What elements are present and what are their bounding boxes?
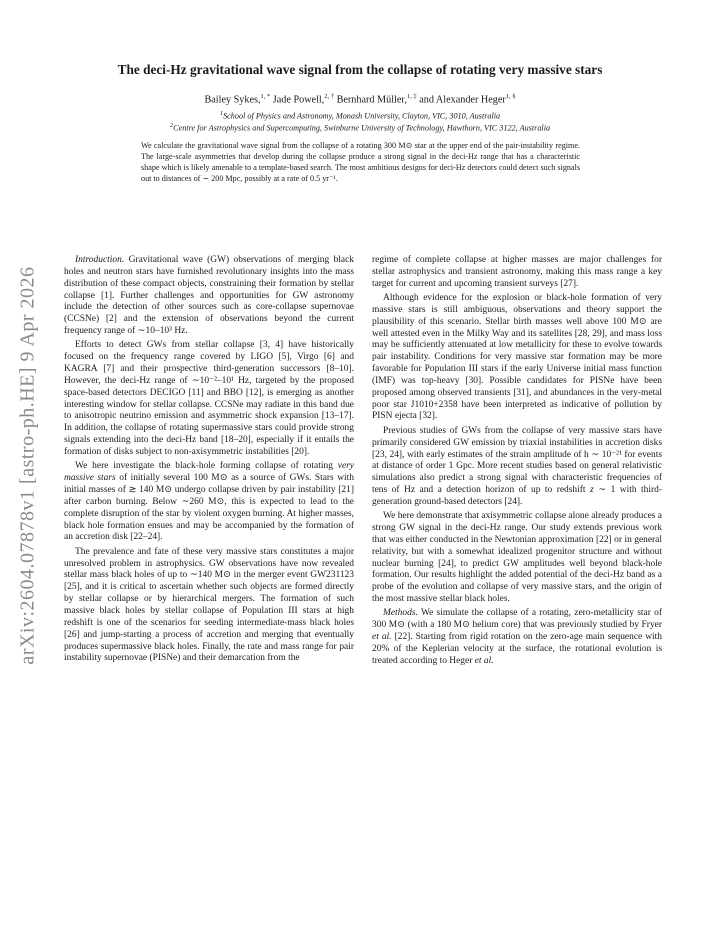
affiliation-2	[60, 122, 660, 133]
paragraph	[372, 608, 662, 667]
arxiv-identifier: arXiv:2604.07878v1 [astro-ph.HE] 9 Apr 2026	[16, 265, 39, 665]
paragraph-text: Gravitational wave (GW) observations of merging black holes and neutron stars have furnished revolutionary insights into the mass distribution of these compact objects, constraining their formation by stellar collapse [1]. Further challenges and opportunities for GW astronomy include the detection of other sources such as core-collapse supernovae (CCSNe) [2] and the extension of observations beyond the current frequency range of ∼10–10³ Hz.	[64, 255, 355, 337]
author-affiliation-mark: 1, §	[505, 93, 516, 100]
abstract: We calculate the gravitational wave signal from the collapse of a rotating 300 M⊙ star at the upper end of the pair-instability regime. The large-scale asymmetries that develop during the collapse produce a strong signal in the deci-Hz range that has a characteristic shape which is likely amenable to a template-based search. The most ambitious designs for deci-Hz detectors could detect such signals out to distances of ∼ 200 Mpc, possibly at a rate of 0.5 yr⁻¹.	[141, 141, 580, 183]
paragraph: Efforts to detect GWs from stellar collapse [3, 4] have historically focused on the frequency range covered by LIGO [5], Virgo [6] and KAGRA [7] and their prospective third-generation successors [8–10]. However, the deci-Hz range of ∼10⁻²–10¹ Hz, targeted by the proposed space-based detectors DECIGO [11] and BBO [12], is emerging as another interesting window for stellar collapse. CCSNe may radiate in this band due to anisotropic neutrino emission and asymmetric shock expansion [13–17]. In addition, the collapse of rotating supermassive stars could provide strong signals extending into the deci-Hz band [18–20], especially if it entails the formation of disks subject to non-axisymmetric instabilities [20].	[64, 340, 354, 457]
author-affiliation-mark: 1, ‡	[406, 93, 417, 100]
author-affiliation-mark: 2, †	[324, 93, 335, 100]
paragraph: Although evidence for the explosion or black-hole formation of very massive stars is still ambiguous, observations and theory support the plausibility of this scenario. Stellar birth masses well above 100 M⊙ are well attested even in the Milky Way and its satellites [28, 29], and mass loss may be sufficiently attenuated at low metallicity for these to evolve towards pair instability. Conditions for very massive star formation may be more favorable for Population III stars if the early Universe initial mass function (IMF) was top-heavy [30]. Possible candidates for PISNe have been proposed among observed transients [31], and abundances in the very-metal poor star J1010+2358 have been interpreted as indicative of pollution by PISN ejecta [32].	[372, 293, 662, 422]
emphasis: et al.	[474, 655, 494, 666]
paragraph	[372, 426, 662, 509]
paper-title: The deci-Hz gravitational wave signal from the collapse of rotating very massive stars	[117, 62, 603, 77]
arxiv-identifier-strip	[8, 230, 48, 700]
paragraph-text: We simulate the collapse of a rotating, zero-metallicity star of 300 M⊙ (with a 180 M⊙ helium core) that was previously studied by Fryer	[372, 608, 662, 631]
left-column	[64, 255, 354, 668]
affiliation-mark: 2	[169, 122, 174, 129]
author-name: Bernhard Müller,	[336, 94, 407, 106]
section-lead: Introduction.	[75, 255, 125, 265]
section-lead: Methods.	[383, 608, 418, 619]
paragraph-text: of initially several 100 M⊙ as a source of GWs. Stars with initial masses of ≳ 140 M⊙ undergo collapse driven by pair instability [21] after carbon burning. Below ∼260 M⊙, this is expected to lead to the complete disruption of the star by violent oxygen burning. At higher masses, black hole formation ensues and may be accompanied by the formation of an accretion disk [22–24].	[64, 473, 354, 543]
author-affiliation-mark: 1, *	[260, 93, 271, 100]
emphasis: very massive stars	[64, 461, 354, 484]
paragraph-text: We here investigate the black-hole forming collapse of rotating	[75, 461, 333, 472]
author-name: and Alexander Heger	[419, 94, 506, 106]
paragraph	[64, 255, 354, 338]
paragraph: We here demonstrate that axisymmetric collapse alone already produces a strong GW signal in the deci-Hz range. Our study extends previous work that was either conducted in the Newtonian approximation [22] or in general relativity, but with a somewhat idealized progenitor structure and without nuclear burning [24], to predict GW amplitudes well beyond black-hole formation. Our results highlight the added potential of the deci-Hz band as a probe of the evolution and collapse of very massive stars, and the origin of the most massive stellar black holes.	[372, 511, 662, 605]
affiliation-text: School of Physics and Astronomy, Monash University, Clayton, VIC, 3010, Australia	[223, 111, 501, 121]
paragraph-text: [22]. Starting from rigid rotation on the zero-age main sequence with 20% of the Keplerian velocity at the surface, the rotational evolution is treated according to Heger	[372, 632, 663, 666]
author-list	[60, 93, 660, 105]
math-variable: z	[590, 485, 594, 496]
paragraph-text: ∼ 1 with third-generation ground-based detectors [24].	[372, 485, 663, 507]
affiliation-text: Centre for Astrophysics and Supercomputing, Swinburne University of Technology, Hawthorn, VIC 3122, Australia	[173, 123, 551, 133]
paragraph-text: Previous studies of GWs from the collapse of very massive stars have primarily considered GW emission by triaxial instabilities in accretion disks [23, 24], with early estimates of the strain amplitude of h ∼ 10⁻²¹ for events at distance of order 1 Gpc. More recent studies based on general relativistic simulations also predict a strong signal with characteristic frequencies of tens of Hz and a detection horizon of up to redshift	[372, 425, 662, 496]
emphasis: et al.	[372, 632, 392, 643]
author-name: Bailey Sykes,	[204, 94, 261, 106]
paragraph: regime of complete collapse at higher masses are major challenges for stellar astrophysics and transient astronomy, making this mass range a key target for current and upcoming transient surveys [27].	[372, 255, 662, 289]
paragraph: The prevalence and fate of these very massive stars constitutes a major unresolved problem in astrophysics. GW observations have now revealed stellar mass black holes of up to ∼140 M⊙ in the merger event GW231123 [25], and it is critical to ascertain whether such objects are formed directly by stellar collapse or by hierarchical mergers. The formation of such massive black holes by stellar collapse of Population III stars at high redshift is one of the scenarios for seeding intermediate-mass black holes [26] and jump-starting a process of accretion and merging that eventually produces supermassive black holes. Finally, the rate and mass range for pair instability supernovae (PISNe) and their demarcation from the	[64, 546, 354, 664]
right-column	[372, 255, 662, 670]
affiliation-1	[60, 110, 660, 121]
affiliation-mark: 1	[219, 110, 224, 117]
paragraph	[64, 461, 354, 544]
author-name: Jade Powell,	[272, 94, 325, 106]
